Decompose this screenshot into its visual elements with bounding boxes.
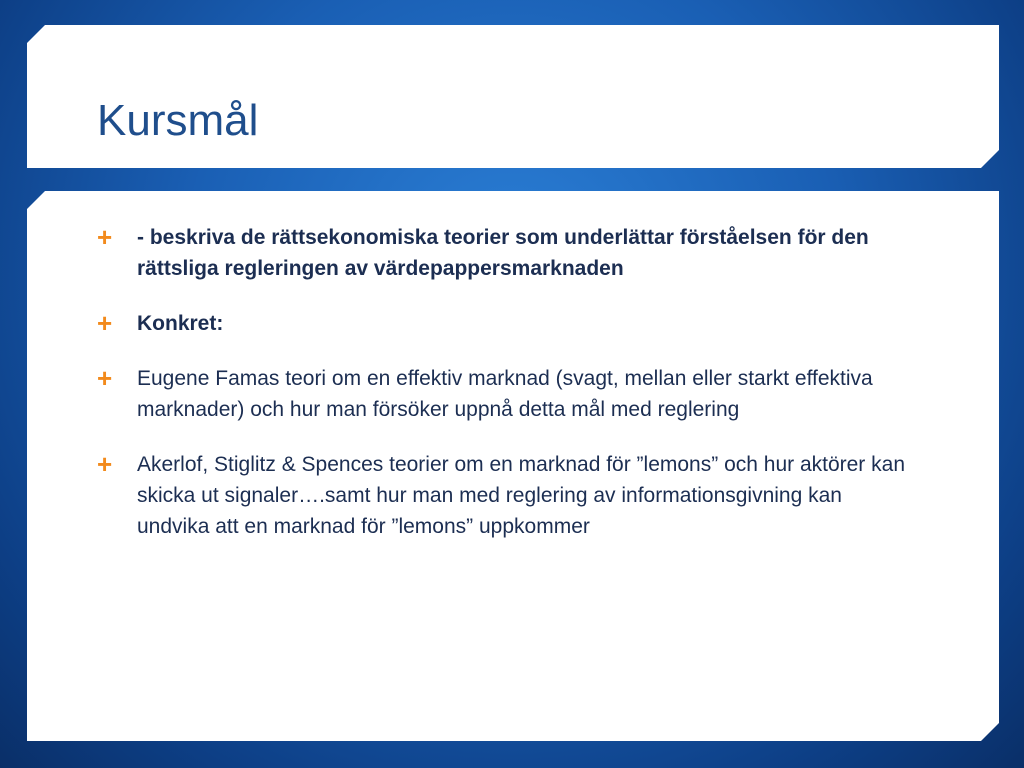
list-item [97,449,917,542]
bullet-text: Eugene Famas teori om en effektiv marknad (svagt, mellan eller starkt effektiva marknader) och hur man försöker uppnå detta mål med reglering [137,367,873,421]
list-item [97,308,917,339]
bullet-text: Konkret: [137,312,224,335]
bullet-text: - beskriva de rättsekonomiska teorier som underlättar förståelsen för den rättsliga regleringen av värdepappersmarknaden [137,226,869,280]
bullet-text: Akerlof, Stiglitz & Spences teorier om en marknad för ”lemons” och hur aktörer kan skicka ut signaler….samt hur man med reglering av informationsgivning kan undvika att en marknad för ”lemons” uppkommer [137,453,905,538]
bullet-list [97,222,917,566]
list-item [97,363,917,425]
plus-bullet-icon: + [97,308,113,338]
plus-bullet-icon: + [97,363,113,393]
slide-title: Kursmål [97,96,259,145]
list-item [97,222,917,284]
plus-bullet-icon: + [97,222,113,252]
plus-bullet-icon: + [97,449,113,479]
